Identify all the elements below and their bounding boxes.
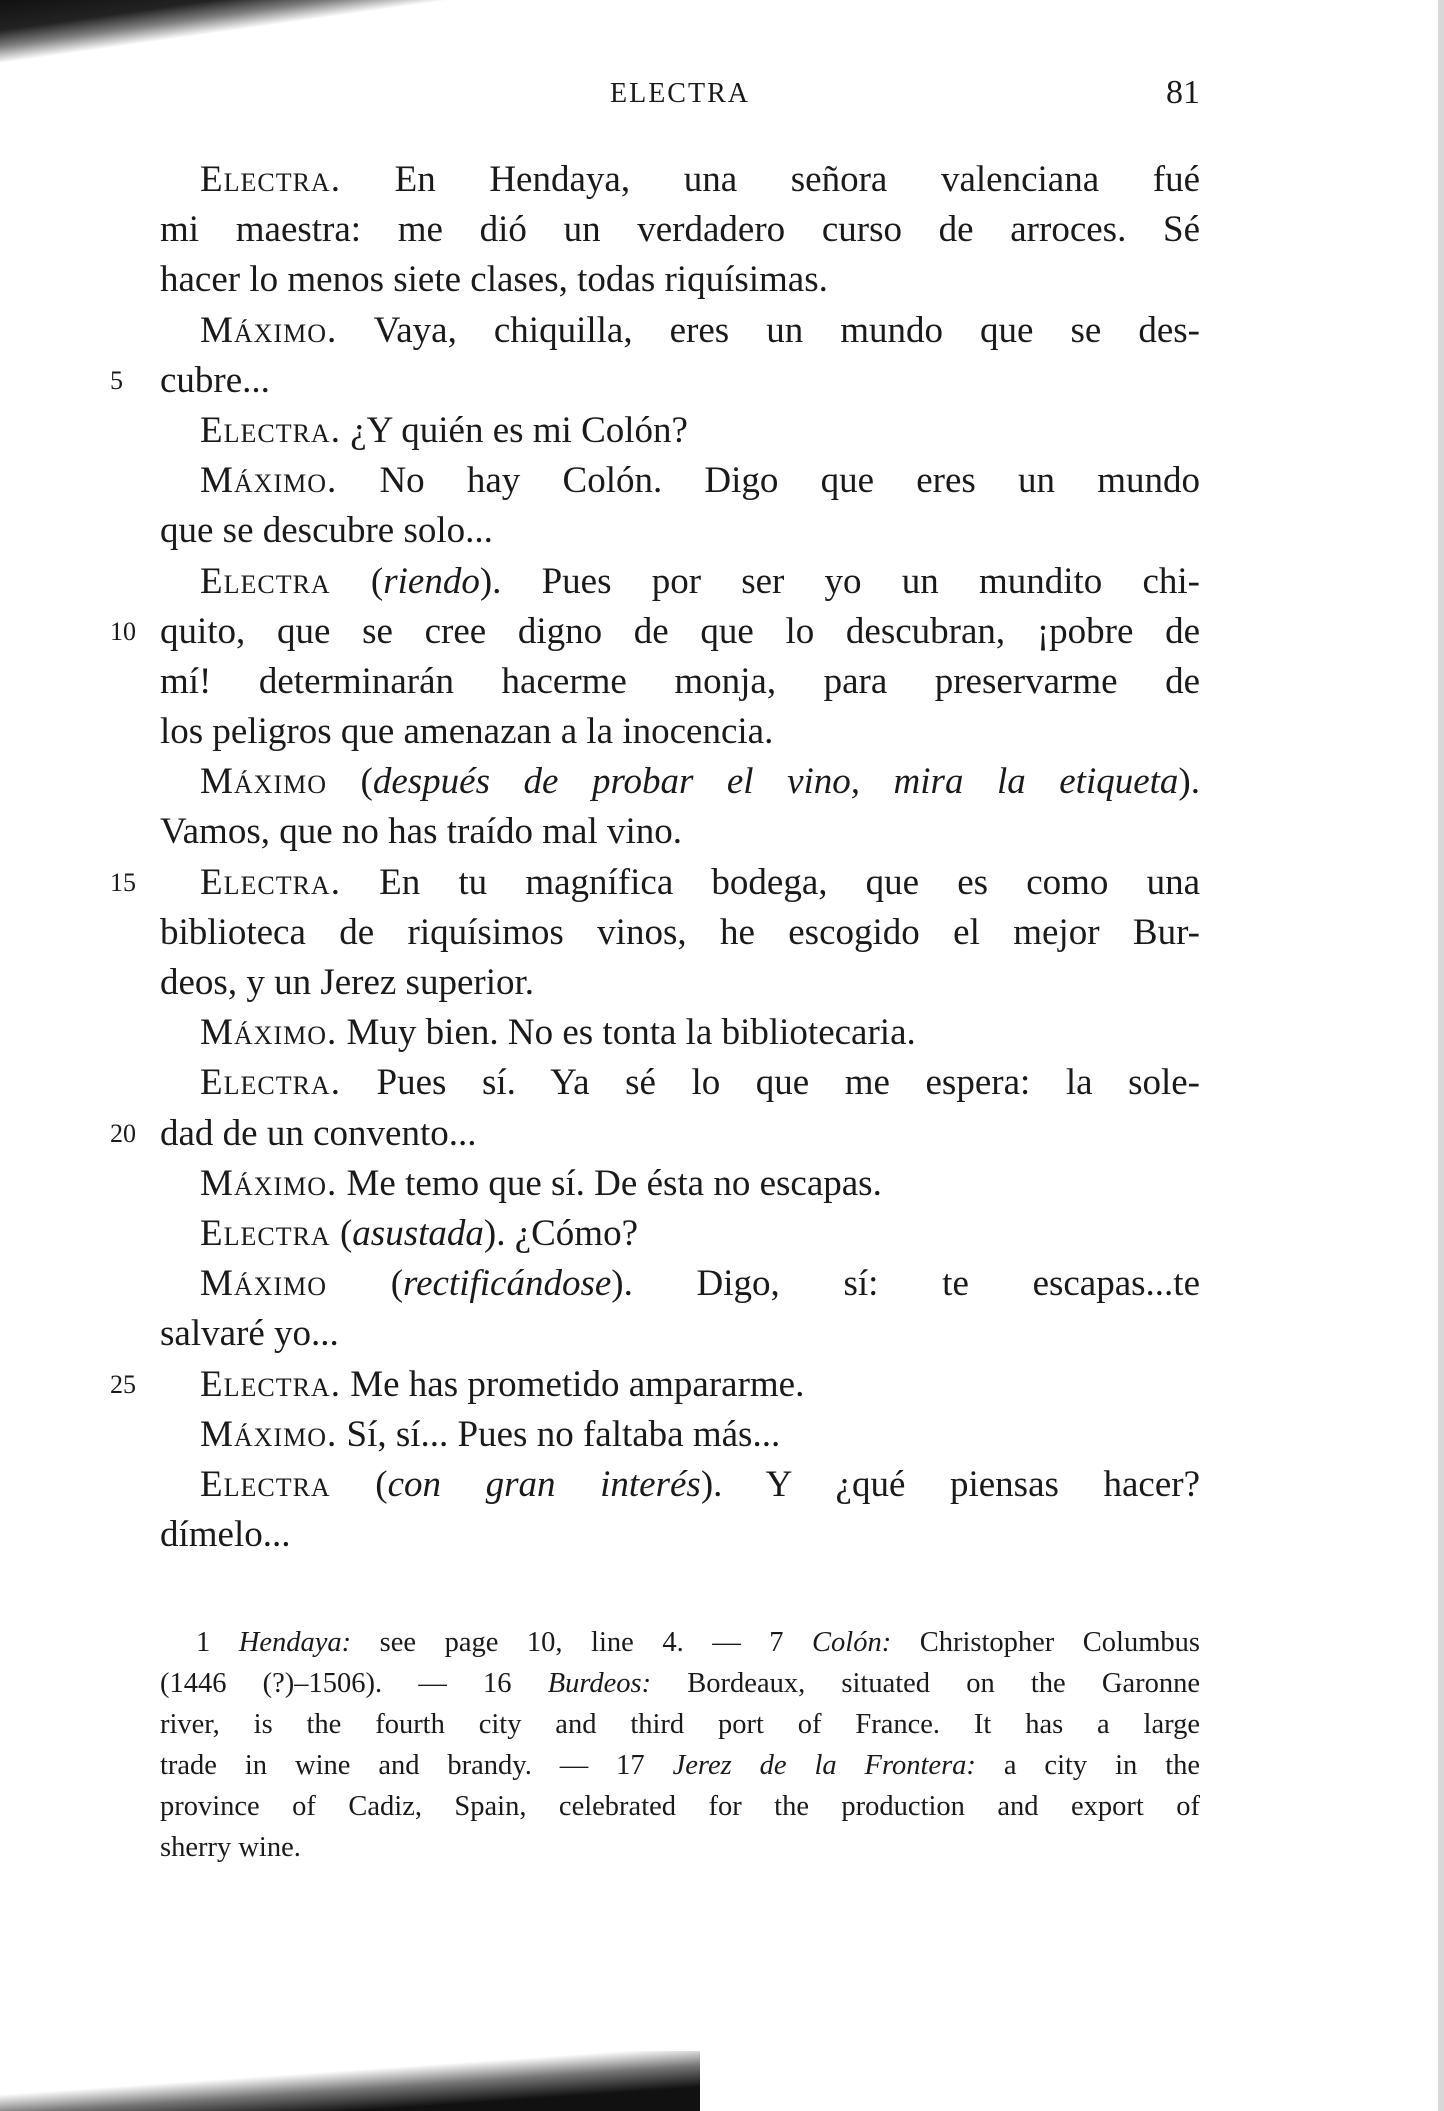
running-head xyxy=(160,74,1200,118)
line-number: 20 xyxy=(110,1118,136,1148)
scan-edge-right xyxy=(1438,0,1444,2111)
line-content xyxy=(160,255,1200,305)
scan-shadow-top xyxy=(0,0,480,70)
text-line xyxy=(160,306,1200,356)
speaker-name: Máximo. xyxy=(200,1413,338,1455)
line-content xyxy=(160,757,1200,807)
line-number: 15 xyxy=(110,867,136,897)
text-line xyxy=(160,1510,1200,1560)
line-content xyxy=(160,1109,1200,1159)
text-line xyxy=(160,506,1200,556)
text-line xyxy=(160,406,1200,456)
line-content xyxy=(160,1209,1200,1259)
text-line xyxy=(160,807,1200,857)
speaker-name: Electra. xyxy=(200,409,341,451)
stage-direction: asustada xyxy=(352,1212,484,1254)
speaker-name: Electra xyxy=(200,1212,331,1254)
speaker-name: Electra xyxy=(200,1463,331,1505)
line-content xyxy=(160,205,1200,255)
footnote-term: Hendaya: xyxy=(238,1627,352,1658)
text-line xyxy=(160,1259,1200,1309)
line-text: ( xyxy=(327,1263,404,1305)
text-line xyxy=(110,1360,1200,1410)
text-line xyxy=(160,255,1200,305)
footnote-text: (1446 (?)–1506). — 16 xyxy=(160,1668,548,1699)
text-line xyxy=(110,356,1200,406)
line-content xyxy=(160,557,1200,607)
line-content xyxy=(160,456,1200,506)
line-text: biblioteca de riquísimos vinos, he escogido el mejor Bur- xyxy=(160,911,1200,953)
line-number: 10 xyxy=(110,616,136,646)
line-text: Vamos, que no has traído mal vino. xyxy=(160,811,683,853)
line-content xyxy=(160,657,1200,707)
line-text: ( xyxy=(330,1212,353,1254)
speaker-name: Máximo xyxy=(200,761,328,803)
line-text: ( xyxy=(327,761,373,803)
line-content xyxy=(160,958,1200,1008)
text-line xyxy=(160,1209,1200,1259)
line-text: ). Digo, sí: te escapas...te xyxy=(611,1263,1201,1305)
line-text: ). Y ¿qué piensas hacer? xyxy=(700,1463,1200,1505)
line-text: Muy bien. No es tonta la bibliotecaria. xyxy=(337,1012,916,1054)
footnote-text: trade in wine and brandy. — 17 xyxy=(160,1750,673,1781)
line-text: No hay Colón. Digo que eres un mundo xyxy=(337,460,1200,502)
line-content xyxy=(160,1259,1200,1309)
line-content xyxy=(160,356,1200,406)
text-line xyxy=(160,1008,1200,1058)
text-line xyxy=(160,958,1200,1008)
line-text: Pues sí. Ya sé lo que me espera: la sole- xyxy=(340,1062,1200,1104)
footnotes xyxy=(160,1622,1200,1868)
line-text: ( xyxy=(330,1463,388,1505)
line-text: salvaré yo... xyxy=(160,1313,339,1355)
speaker-name: Electra. xyxy=(200,861,341,903)
line-text: ). ¿Cómo? xyxy=(483,1212,638,1254)
footnote-line xyxy=(160,1622,1200,1663)
speaker-name: Electra. xyxy=(200,159,341,200)
footnote-line xyxy=(160,1745,1200,1786)
line-text: Sí, sí... Pues no faltaba más... xyxy=(337,1413,781,1455)
speaker-name: Electra. xyxy=(200,1062,341,1104)
line-content xyxy=(160,1460,1200,1510)
footnote-line xyxy=(160,1663,1200,1704)
line-content xyxy=(160,1510,1200,1560)
line-content xyxy=(160,1360,1200,1410)
line-text: que se descubre solo... xyxy=(160,510,493,552)
speaker-name: Electra xyxy=(200,560,331,602)
line-text: En Hendaya, una señora valenciana fué xyxy=(340,159,1200,200)
line-text: Vaya, chiquilla, eres un mundo que se des- xyxy=(337,309,1200,351)
footnote-text: a city in the xyxy=(975,1750,1201,1781)
line-content xyxy=(160,858,1200,908)
footnote-term: Burdeos: xyxy=(547,1668,652,1699)
dialogue-text xyxy=(110,155,1201,1560)
speaker-name: Máximo. xyxy=(200,1162,338,1204)
line-text: ¿Y quién es mi Colón? xyxy=(340,409,688,451)
line-text: dímelo... xyxy=(160,1514,291,1556)
text-line xyxy=(160,1159,1200,1209)
speaker-name: Máximo xyxy=(200,1263,328,1305)
line-content xyxy=(160,1008,1200,1058)
speaker-name: Máximo. xyxy=(200,309,338,351)
line-content xyxy=(160,155,1200,205)
line-content xyxy=(160,1058,1200,1108)
line-text: En tu magnífica bodega, que es como una xyxy=(340,861,1200,903)
text-line xyxy=(110,607,1200,657)
line-content xyxy=(160,306,1200,356)
footnote-text: see page 10, line 4. — 7 xyxy=(351,1627,813,1658)
line-text: dad de un convento... xyxy=(160,1112,477,1154)
text-line xyxy=(160,456,1200,506)
text-line xyxy=(160,557,1200,607)
speaker-name: Máximo. xyxy=(200,1012,338,1054)
line-number: 5 xyxy=(110,365,123,395)
footnote-line xyxy=(160,1786,1200,1827)
text-line xyxy=(160,205,1200,255)
text-line xyxy=(110,858,1200,908)
text-line xyxy=(160,1309,1200,1359)
text-line xyxy=(160,1460,1200,1510)
text-line xyxy=(160,657,1200,707)
footnote-text: Christopher Columbus xyxy=(891,1627,1200,1658)
running-title: ELECTRA xyxy=(610,78,750,109)
text-line xyxy=(160,908,1200,958)
text-line xyxy=(160,1058,1200,1108)
line-text: ). Pues por ser yo un mundito chi- xyxy=(479,560,1200,602)
stage-direction: rectificándose xyxy=(403,1263,612,1305)
speaker-name: Electra. xyxy=(200,1363,341,1405)
line-number: 25 xyxy=(110,1369,136,1399)
line-text: deos, y un Jerez superior. xyxy=(160,962,535,1003)
line-text: Me has prometido ampararme. xyxy=(340,1363,805,1405)
text-line xyxy=(160,707,1200,757)
stage-direction: riendo xyxy=(383,560,480,602)
footnote-text: river, is the fourth city and third port of France. It has a large xyxy=(160,1709,1200,1740)
footnote-text: province of Cadiz, Spain, celebrated for the production and export of xyxy=(160,1791,1200,1822)
line-text: ). xyxy=(1178,761,1200,803)
text-line xyxy=(160,155,1200,205)
stage-direction: con gran interés xyxy=(387,1463,701,1505)
line-content xyxy=(160,1410,1200,1460)
footnote-term: Jerez de la Frontera: xyxy=(672,1750,976,1781)
footnote-line xyxy=(160,1827,1200,1868)
line-text: hacer lo menos siete clases, todas riquísimas. xyxy=(160,259,828,301)
footnote-line xyxy=(160,1704,1200,1745)
line-text: los peligros que amenazan a la inocencia. xyxy=(160,711,774,753)
text-line xyxy=(110,1109,1200,1159)
speaker-name: Máximo. xyxy=(200,460,338,502)
line-content xyxy=(160,908,1200,958)
footnote-text: sherry wine. xyxy=(160,1832,301,1863)
text-line xyxy=(160,757,1200,807)
line-content xyxy=(160,406,1200,456)
line-content xyxy=(160,707,1200,757)
page-number: 81 xyxy=(1166,74,1200,111)
text-line xyxy=(160,1410,1200,1460)
line-content xyxy=(160,1309,1200,1359)
line-text: quito, que se cree digno de que lo descubran, ¡pobre de xyxy=(160,610,1200,652)
scan-shadow-bottom xyxy=(0,2051,700,2111)
line-content xyxy=(160,807,1200,857)
line-text: Me temo que sí. De ésta no escapas. xyxy=(337,1162,882,1204)
line-content xyxy=(160,607,1200,657)
footnote-text: Bordeaux, situated on the Garonne xyxy=(651,1668,1200,1699)
line-text: ( xyxy=(330,560,384,602)
line-text: mi maestra: me dió un verdadero curso de arroces. Sé xyxy=(160,209,1200,251)
line-text: cubre... xyxy=(160,359,270,401)
footnote-text: 1 xyxy=(196,1627,239,1658)
line-text: mí! determinarán hacerme monja, para preservarme de xyxy=(160,660,1200,702)
stage-direction: después de probar el vino, mira la etiqueta xyxy=(372,761,1179,803)
footnote-term: Colón: xyxy=(812,1627,892,1658)
line-content xyxy=(160,1159,1200,1209)
line-content xyxy=(160,506,1200,556)
